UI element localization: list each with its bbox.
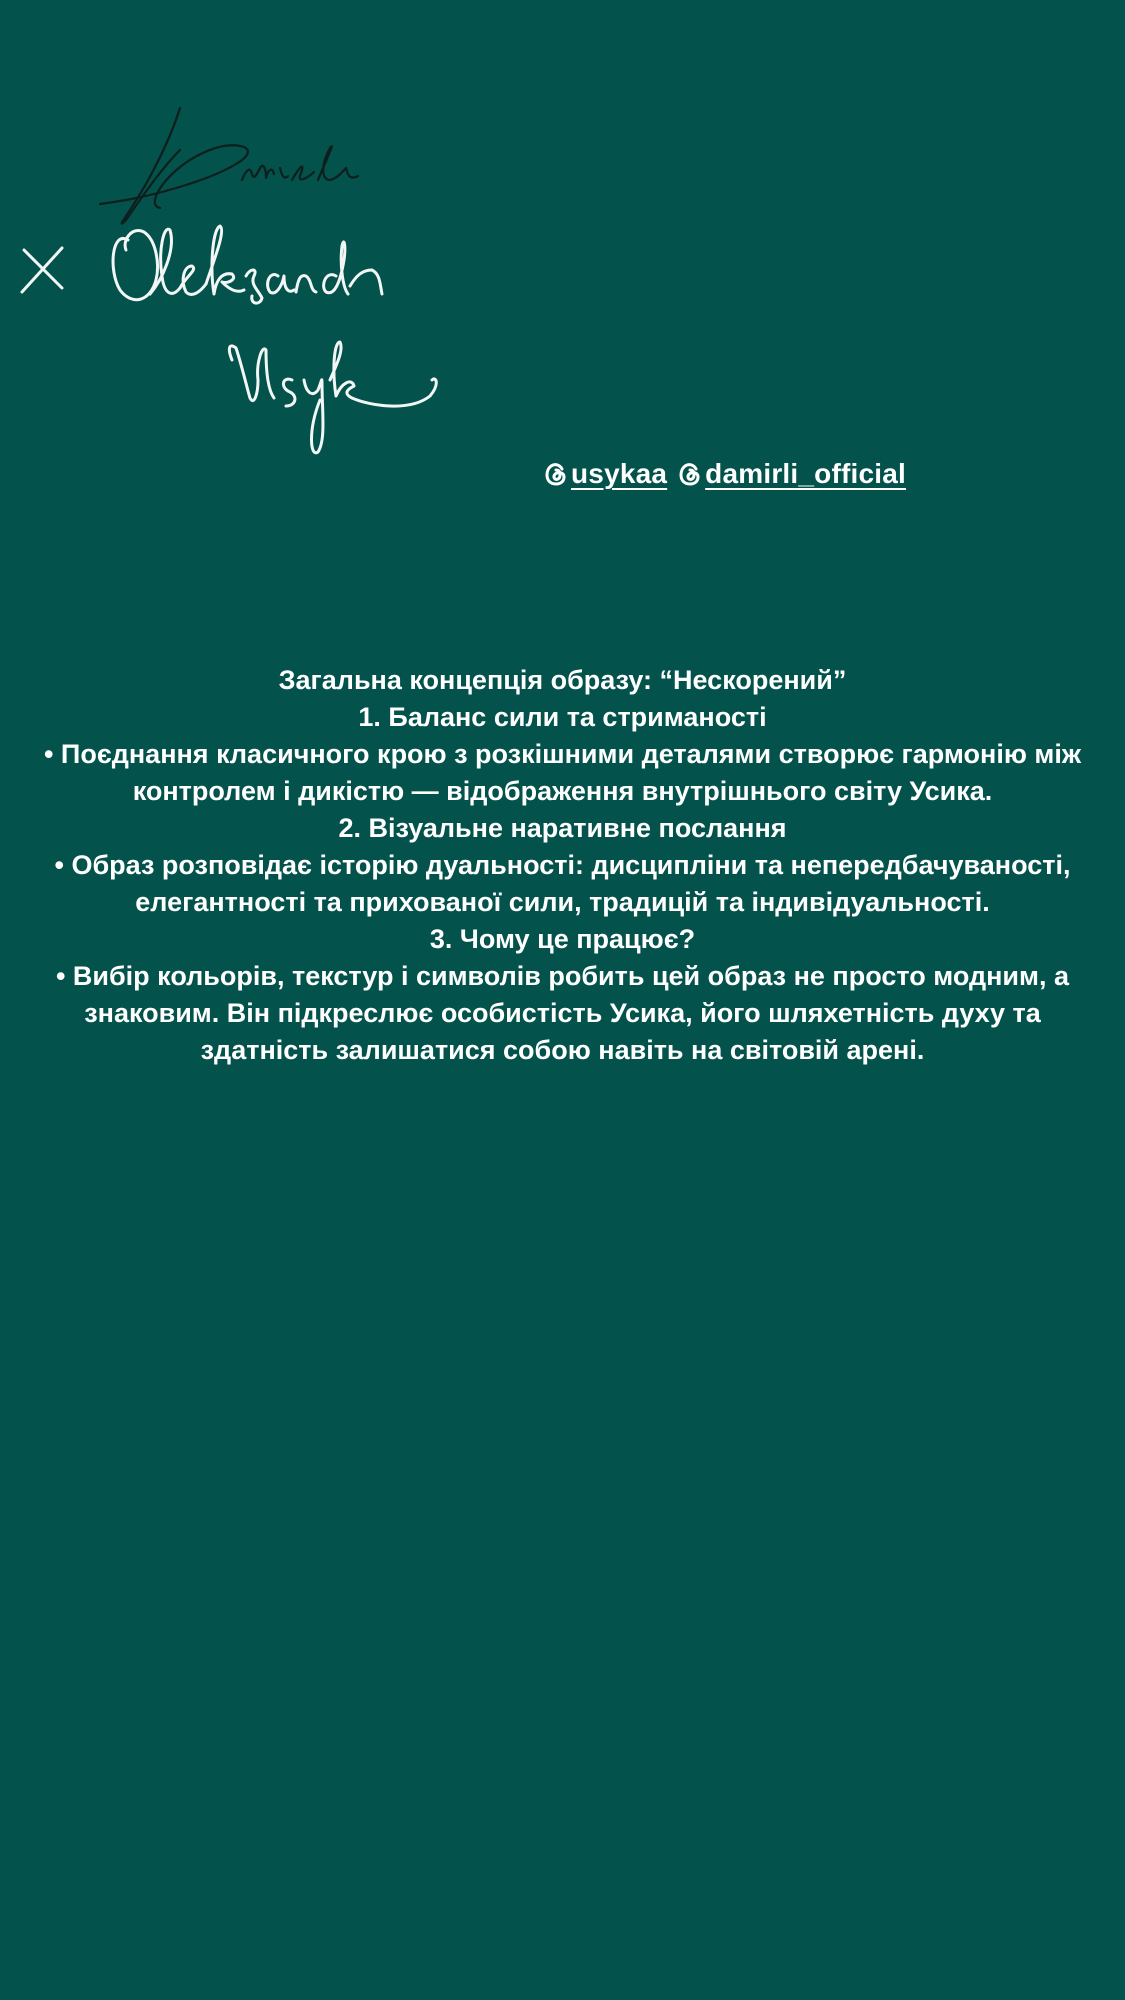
mention-handle: usykaa [571, 458, 668, 489]
times-separator-icon [22, 248, 62, 292]
concept-text-block [40, 662, 1085, 1069]
threads-icon [543, 461, 569, 487]
oleksandr-signature [113, 226, 382, 303]
usyk-signature [229, 342, 436, 453]
section-1-body: • Поєднання класичного крою з розкішними деталями створює гармонію між контролем і дикістю — відображення внутрішнього світу Усика. [43, 739, 1082, 806]
section-2-heading: 2. Візуальне наративне послання [338, 813, 787, 843]
mention-handle: damirli_official [705, 458, 906, 489]
section-3-heading: 3. Чому це працює? [429, 924, 696, 954]
threads-icon [677, 461, 703, 487]
section-2-body: • Образ розповідає історію дуальності: дисципліни та непередбачуваності, елегантності та прихованої сили, традицій та індивідуальності. [54, 850, 1071, 917]
collab-signature [0, 80, 460, 480]
concept-title: Загальна концепція образу: “Нескорений” [278, 665, 847, 695]
mention-damirli-official[interactable] [677, 458, 906, 490]
mention-usykaa[interactable] [543, 458, 667, 490]
mentions-row [543, 458, 906, 490]
section-3-body: • Вибір кольорів, текстур і символів робить цей образ не просто модним, а знаковим. Він підкреслює особистість Усика, його шляхетність духу та здатність залишатися собою навіть на світовій арені. [55, 961, 1070, 1065]
damirli-signature [100, 108, 358, 224]
section-1-heading: 1. Баланс сили та стриманості [358, 702, 767, 732]
